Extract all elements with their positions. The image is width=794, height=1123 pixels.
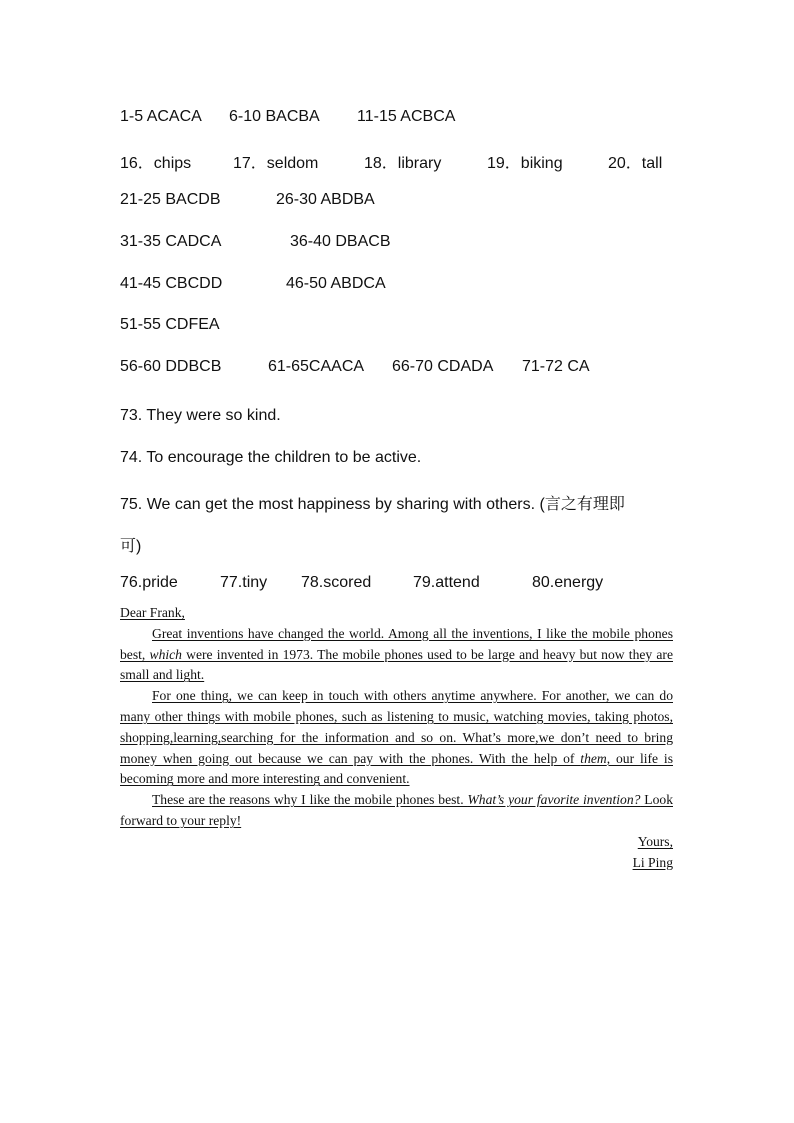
- answer-16: 16．chips: [120, 155, 192, 172]
- answer-26-30: 26-30 ABDBA: [276, 191, 375, 208]
- answer-36-40: 36-40 DBACB: [290, 233, 391, 250]
- answer-21-25: 21-25 BACDB: [120, 191, 221, 208]
- answer-31-35: 31-35 CADCA: [120, 233, 222, 250]
- answer-17: 17．seldom: [233, 155, 319, 172]
- answer-46-50: 46-50 ABDCA: [286, 275, 386, 292]
- answer-56-60: 56-60 DDBCB: [120, 358, 222, 375]
- answer-20: 20．tall: [608, 155, 663, 172]
- answer-76: 76.pride: [120, 574, 178, 591]
- answer-61-65: 61-65CAACA: [268, 358, 365, 375]
- answer-79: 79.attend: [413, 574, 480, 591]
- answer-11-15: 11-15 ACBCA: [357, 108, 456, 125]
- letter-closing: Yours,: [637, 833, 673, 849]
- letter-greeting: Dear Frank,: [120, 605, 185, 620]
- answer-78: 78.scored: [301, 574, 372, 591]
- answer-77: 77.tiny: [220, 574, 268, 591]
- answer-18: 18．library: [364, 155, 442, 172]
- answer-19: 19．biking: [487, 155, 563, 172]
- answer-51-55: 51-55 CDFEA: [120, 316, 220, 333]
- sample-letter: [120, 603, 673, 873]
- answer-66-70: 66-70 CDADA: [392, 358, 494, 375]
- letter-signature: Li Ping: [632, 854, 673, 870]
- letter-paragraph-1: Great inventions have changed the world. Among all the inventions, I like the mobile phones best, which were invented in 1973. The mobile phones used to be large and heavy but now they are small and light.: [120, 625, 673, 683]
- answer-71-72: 71-72 CA: [522, 358, 590, 375]
- letter-paragraph-2: For one thing, we can keep in touch with others anytime anywhere. For another, we can do many other things with mobile phones, such as listening to music, watching movies, taking photos, shopping,learning,searching for the information and so on. What’s more,we don’t need to bring money when going out because we can pay with the phones. With the help of them, our life is becoming more and more interesting and convenient.: [120, 688, 673, 787]
- answer-1-5: 1-5 ACACA: [120, 108, 202, 125]
- answer-6-10: 6-10 BACBA: [229, 108, 320, 125]
- answer-80: 80.energy: [532, 574, 604, 591]
- answer-73: 73. They were so kind.: [120, 407, 281, 424]
- letter-paragraph-3: These are the reasons why I like the mobile phones best. What’s your favorite invention? Look forward to your reply!: [120, 792, 673, 828]
- answer-74: 74. To encourage the children to be active.: [120, 449, 422, 466]
- answer-41-45: 41-45 CBCDD: [120, 275, 223, 292]
- answer-75-line-2: 可): [120, 538, 142, 555]
- answer-75-line-1: 75. We can get the most happiness by sharing with others. (言之有理即: [120, 496, 625, 513]
